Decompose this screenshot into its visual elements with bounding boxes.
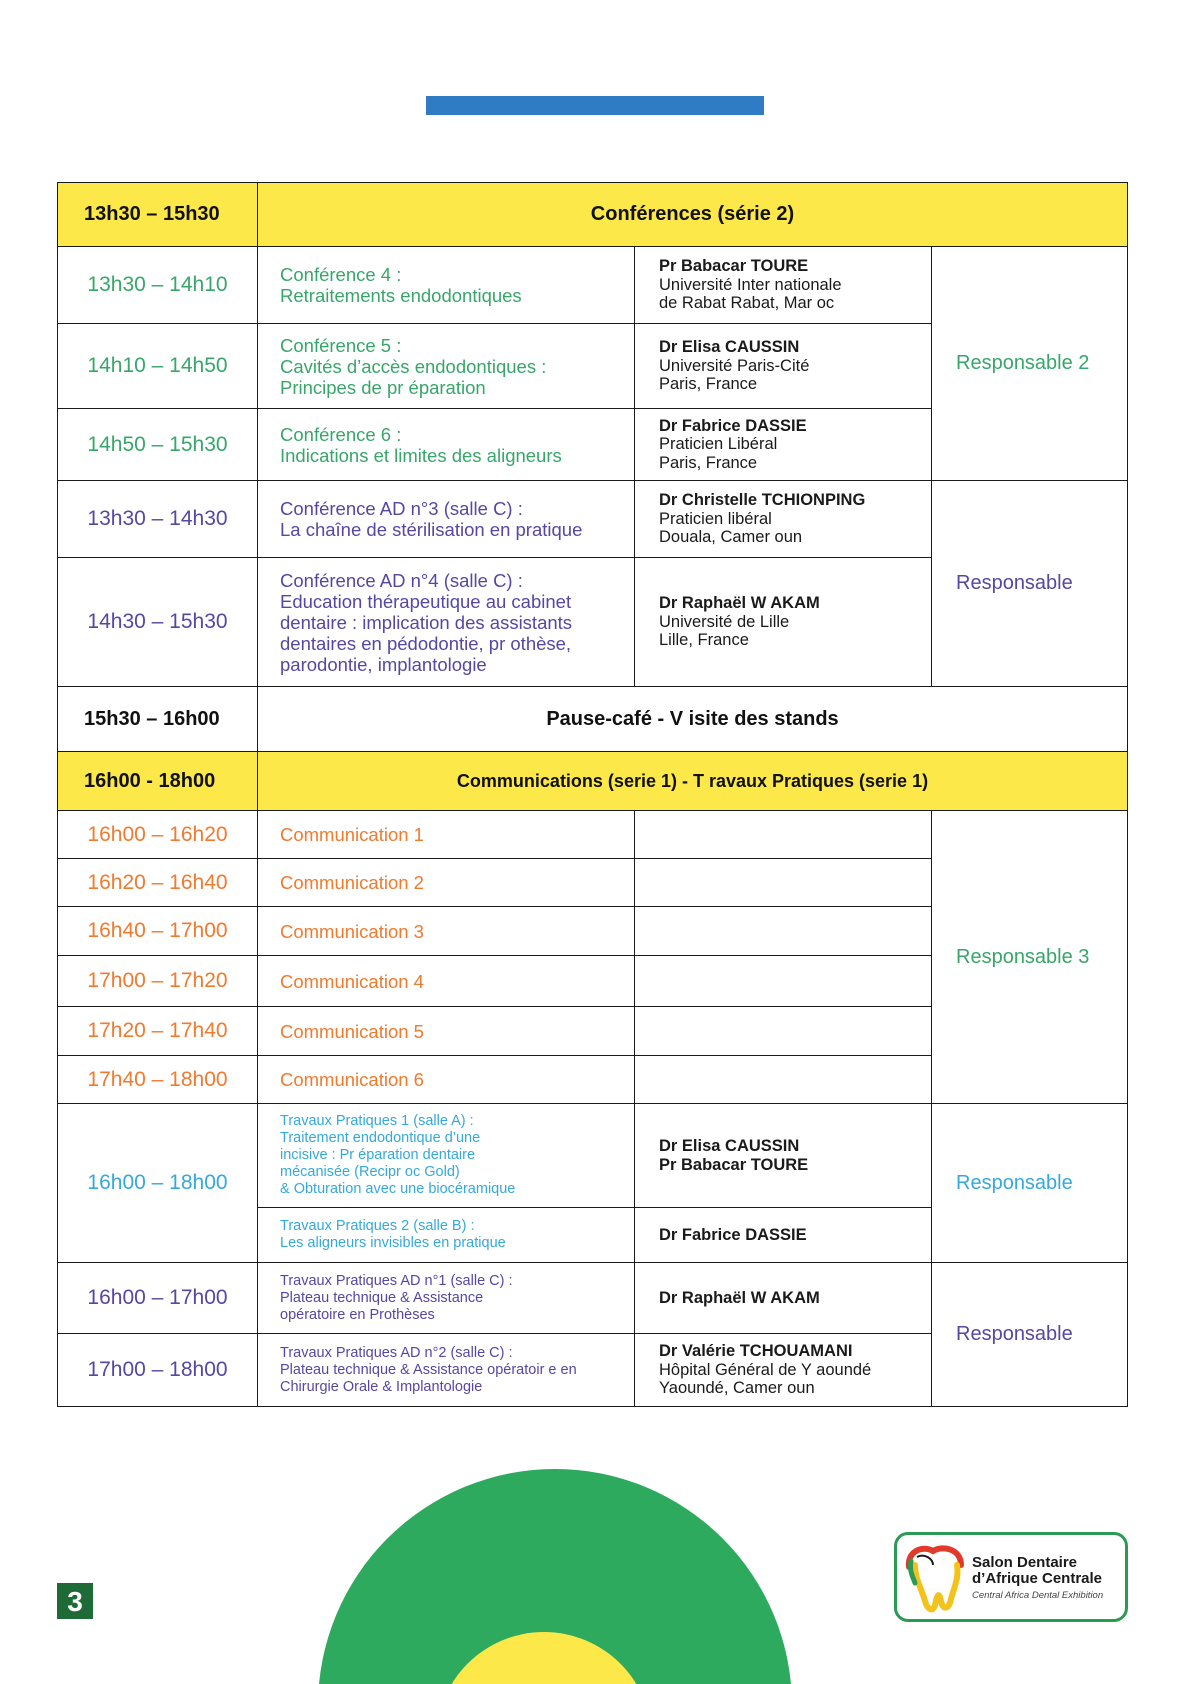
tooth-logo-icon bbox=[903, 1543, 969, 1617]
conference-title: Conférence AD n°3 (salle C) : bbox=[280, 498, 523, 519]
responsable-cell: Responsable bbox=[932, 1263, 1128, 1407]
conference-subtitle: Cavités d’accès endodontiques : bbox=[280, 355, 547, 377]
speaker-name: Dr Raphaël W AKAM bbox=[659, 594, 820, 613]
row-description: Communication 5 bbox=[258, 1007, 635, 1056]
conference-title: Conférence AD n°4 (salle C) : bbox=[280, 569, 523, 591]
row-time: 17h40 – 18h00 bbox=[58, 1056, 258, 1104]
row-time: 16h00 – 18h00 bbox=[58, 1104, 258, 1263]
logo-line2: d’Afrique Centrale bbox=[972, 1570, 1103, 1587]
speaker-affiliation: Université de Lille bbox=[659, 612, 790, 631]
tp-line: incisive : Pr éparation dentaire bbox=[280, 1147, 476, 1163]
conference-subtitle: La chaîne de stérilisation en pratique bbox=[280, 519, 583, 540]
tp-line: Travaux Pratiques 2 (salle B) : bbox=[280, 1218, 475, 1234]
speaker-location: Douala, Camer oun bbox=[659, 528, 803, 547]
conference-title: Conférence 5 : bbox=[280, 334, 402, 356]
row-time: 16h00 – 17h00 bbox=[58, 1263, 258, 1334]
speaker-name: Dr Fabrice DASSIE bbox=[659, 1225, 807, 1244]
tp-line: Plateau technique & Assistance opératoir e en bbox=[280, 1361, 577, 1378]
speaker-affiliation: Université Paris-Cité bbox=[659, 356, 810, 375]
row-time: 13h30 – 14h30 bbox=[58, 481, 258, 558]
speaker-name: Dr Fabrice DASSIE bbox=[659, 416, 807, 435]
section-time: 13h30 – 15h30 bbox=[58, 183, 258, 247]
tp-line: Chirurgie Orale & Implantologie bbox=[280, 1378, 483, 1395]
speaker-name: Pr Babacar TOURE bbox=[659, 257, 809, 276]
row-time: 17h00 – 17h20 bbox=[58, 956, 258, 1007]
section-title: Communications (serie 1) - T ravaux Pratiques (serie 1) bbox=[258, 752, 1128, 811]
tp-line: Plateau technique & Assistance bbox=[280, 1289, 484, 1306]
speaker-affiliation: Praticien Libéral bbox=[659, 435, 778, 454]
responsable-cell: Responsable bbox=[932, 481, 1128, 687]
row-time: 13h30 – 14h10 bbox=[58, 247, 258, 324]
row-time: 17h00 – 18h00 bbox=[58, 1334, 258, 1407]
conference-subtitle: Indications et limites des aligneurs bbox=[280, 444, 562, 466]
row-time: 16h20 – 16h40 bbox=[58, 859, 258, 907]
speaker-location: Lille, France bbox=[659, 631, 749, 650]
logo-line1: Salon Dentaire bbox=[972, 1554, 1078, 1571]
row-description: Communication 3 bbox=[258, 907, 635, 956]
row-time: 14h30 – 15h30 bbox=[58, 558, 258, 687]
row-description: Communication 4 bbox=[258, 956, 635, 1007]
speaker-name: Dr Elisa CAUSSIN bbox=[659, 1137, 800, 1155]
section-title: Conférences (série 2) bbox=[258, 183, 1128, 247]
speaker-location: de Rabat Rabat, Mar oc bbox=[659, 294, 835, 313]
conference-line: dentaire : implication des assistants bbox=[280, 611, 573, 633]
tp-line: Travaux Pratiques 1 (salle A) : bbox=[280, 1113, 474, 1129]
speaker-affiliation: Hôpital Général de Y aoundé bbox=[659, 1360, 872, 1379]
conference-subtitle: Retraitements endodontiques bbox=[280, 285, 522, 306]
speaker-affiliation: Praticien libéral bbox=[659, 509, 772, 528]
row-time: 16h40 – 17h00 bbox=[58, 907, 258, 956]
section-time: 16h00 - 18h00 bbox=[58, 752, 258, 811]
responsable-cell: Responsable 2 bbox=[932, 247, 1128, 481]
tp-line: Travaux Pratiques AD n°1 (salle C) : bbox=[280, 1272, 513, 1289]
row-description: Communication 1 bbox=[258, 811, 635, 859]
speaker-location: Paris, France bbox=[659, 453, 758, 472]
tp-line: Les aligneurs invisibles en pratique bbox=[280, 1235, 506, 1251]
tp-line: & Obturation avec une biocéramique bbox=[280, 1181, 516, 1197]
speaker-name: Pr Babacar TOURE bbox=[659, 1155, 809, 1174]
conference-subtitle: Principes de pr éparation bbox=[280, 376, 486, 398]
speaker-affiliation: Université Inter nationale bbox=[659, 275, 842, 294]
conference-title: Conférence 4 : bbox=[280, 264, 402, 285]
responsable-cell: Responsable 3 bbox=[932, 811, 1128, 1104]
conference-title: Conférence 6 : bbox=[280, 423, 402, 445]
conference-line: parodontie, implantologie bbox=[280, 653, 487, 675]
tp-line: opératoire en Prothèses bbox=[280, 1306, 435, 1323]
speaker-name: Dr Raphaël W AKAM bbox=[659, 1288, 820, 1307]
section-time: 15h30 – 16h00 bbox=[58, 687, 258, 752]
section-title: Pause-café - V isite des stands bbox=[258, 687, 1128, 752]
row-description: Communication 2 bbox=[258, 859, 635, 907]
speaker-name: Dr Christelle TCHIONPING bbox=[659, 491, 866, 510]
row-time: 14h50 – 15h30 bbox=[58, 409, 258, 481]
row-time: 14h10 – 14h50 bbox=[58, 324, 258, 409]
logo-line3: Central Africa Dental Exhibition bbox=[972, 1590, 1104, 1601]
responsable-cell: Responsable bbox=[932, 1104, 1128, 1263]
row-time: 17h20 – 17h40 bbox=[58, 1007, 258, 1056]
tp-line: Travaux Pratiques AD n°2 (salle C) : bbox=[280, 1344, 513, 1361]
speaker-name: Dr Elisa CAUSSIN bbox=[659, 338, 800, 357]
page-number: 3 bbox=[57, 1583, 93, 1619]
tp-line: mécanisée (Recipr oc Gold) bbox=[280, 1164, 460, 1180]
speaker-name: Dr Valérie TCHOUAMANI bbox=[659, 1342, 853, 1361]
row-time: 16h00 – 16h20 bbox=[58, 811, 258, 859]
speaker-location: Paris, France bbox=[659, 375, 758, 394]
speaker-location: Yaoundé, Camer oun bbox=[659, 1379, 815, 1398]
conference-line: Education thérapeutique au cabinet bbox=[280, 590, 572, 612]
event-logo bbox=[894, 1532, 1128, 1622]
row-description: Communication 6 bbox=[258, 1056, 635, 1104]
conference-line: dentaires en pédodontie, pr othèse, bbox=[280, 632, 572, 654]
tp-line: Traitement endodontique d’une bbox=[280, 1130, 481, 1146]
